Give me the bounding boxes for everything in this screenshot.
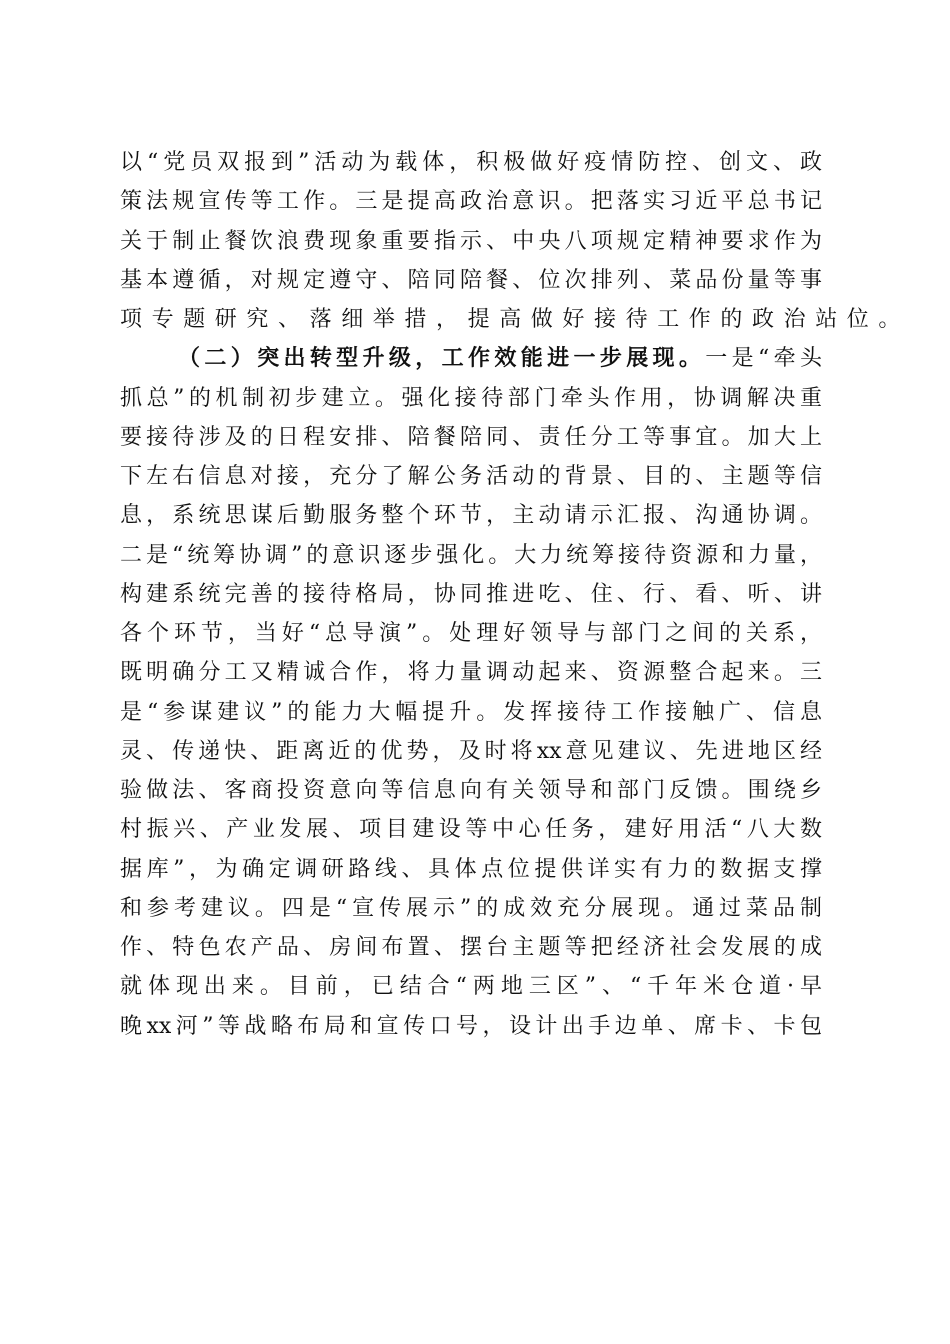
text-line: 就体现出来。目前，已结合“两地三区”、“千年米仓道·早 xyxy=(120,974,822,1000)
text-run: 一是“牵头 xyxy=(705,346,822,372)
text-line: 要接待涉及的日程安排、陪餐陪同、责任分工等事宜。加大上 xyxy=(120,424,822,450)
text-line: 项专题研究、落细举措，提高做好接待工作的政治站位。 xyxy=(120,307,911,332)
text-line: 既明确分工又精诚合作，将力量调动起来、资源整合起来。三 xyxy=(120,660,822,686)
text-line: 构建系统完善的接待格局，协同推进吃、住、行、看、听、讲 xyxy=(120,581,822,607)
text-line: 作、特色农产品、房间布置、摆台主题等把经济社会发展的成 xyxy=(120,935,822,960)
text-line: 以“党员双报到”活动为载体，积极做好疫情防控、创文、政 xyxy=(120,150,822,175)
text-line: 灵、传递快、距离近的优势，及时将xx意见建议、先进地区经 xyxy=(120,738,822,764)
text-line: 验做法、客商投资意向等信息向有关领导和部门反馈。围绕乡 xyxy=(120,778,822,803)
text-line: 和参考建议。四是“宣传展示”的成效充分展现。通过菜品制 xyxy=(120,895,822,921)
text-line: 晚xx河”等战略布局和宣传口号，设计出手边单、席卡、卡包 xyxy=(120,1013,822,1039)
text-line: 策法规宣传等工作。三是提高政治意识。把落实习近平总书记 xyxy=(120,189,822,215)
text-line: 关于制止餐饮浪费现象重要指示、中央八项规定精神要求作为 xyxy=(120,228,822,254)
text-line: 息，系统思谋后勤服务整个环节，主动请示汇报、沟通协调。 xyxy=(120,503,822,529)
text-line: 村振兴、产业发展、项目建设等中心任务，建好用活“八大数 xyxy=(120,817,822,843)
section-heading-line xyxy=(120,339,822,378)
text-line: 各个环节，当好“总导演”。处理好领导与部门之间的关系， xyxy=(120,621,822,646)
body-text xyxy=(120,143,911,1046)
text-line: 下左右信息对接，充分了解公务活动的背景、目的、主题等信 xyxy=(120,464,822,489)
text-line: 据库”，为确定调研路线、具体点位提供详实有力的数据支撑 xyxy=(120,856,822,882)
section-heading: （二）突出转型升级，工作效能进一步展现。 xyxy=(178,345,706,372)
text-line: 二是“统筹协调”的意识逐步强化。大力统筹接待资源和力量， xyxy=(120,542,822,568)
text-line: 抓总”的机制初步建立。强化接待部门牵头作用，协调解决重 xyxy=(120,385,822,411)
text-line: 是“参谋建议”的能力大幅提升。发挥接待工作接触广、信息 xyxy=(120,699,822,725)
text-line: 基本遵循，对规定遵守、陪同陪餐、位次排列、菜品份量等事 xyxy=(120,267,822,293)
